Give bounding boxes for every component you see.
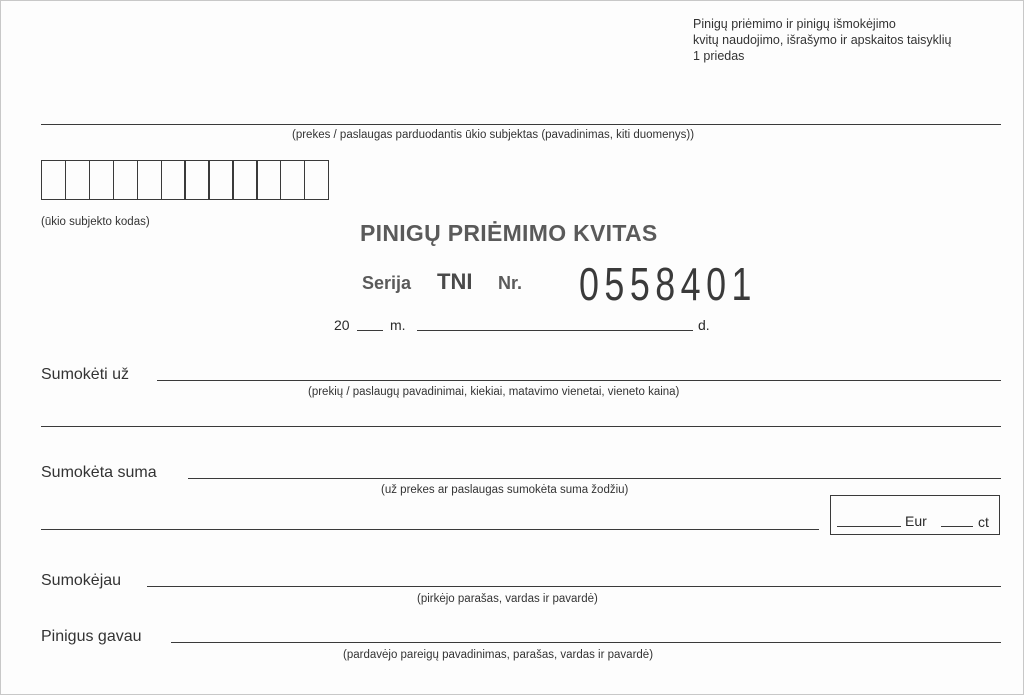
code-cell[interactable] (280, 160, 305, 200)
code-cell[interactable] (304, 160, 329, 200)
pay-for-field-extra[interactable] (41, 426, 1001, 427)
code-cell[interactable] (137, 160, 162, 200)
receiver-label: Pinigus gavau (41, 628, 142, 645)
annex-line-2: kvitų naudojimo, išrašymo ir apskaitos taisyklių (693, 33, 952, 47)
annex-note (693, 16, 951, 64)
cents-label: ct (978, 514, 989, 530)
euro-label: Eur (905, 513, 927, 529)
code-cell[interactable] (113, 160, 138, 200)
code-cell[interactable] (89, 160, 114, 200)
document-title: PINIGŲ PRIĖMIMO KVITAS (360, 220, 658, 246)
code-cell[interactable] (232, 160, 257, 200)
date-day-suffix: d. (698, 317, 710, 333)
annex-line-3: 1 priedas (693, 49, 745, 63)
payer-signature-field[interactable] (147, 586, 1001, 587)
receiver-caption: (pardavėjo pareigų pavadinimas, parašas, vardas ir pavardė) (343, 649, 654, 661)
date-year-suffix: m. (390, 317, 406, 333)
euro-field[interactable] (837, 526, 901, 527)
amount-words-field[interactable] (188, 478, 1001, 479)
date-month-day-field[interactable] (417, 330, 693, 331)
company-code-caption: (ūkio subjekto kodas) (41, 216, 150, 228)
amount-label: Sumokėta suma (41, 464, 157, 481)
code-cell[interactable] (208, 160, 233, 200)
pay-for-label: Sumokėti už (41, 366, 130, 383)
code-cell[interactable] (184, 160, 209, 200)
amount-words-field-extra[interactable] (41, 529, 819, 530)
receiver-signature-field[interactable] (171, 642, 1001, 643)
payer-label: Sumokėjau (41, 572, 122, 589)
series-code: TNI (437, 269, 473, 294)
payer-caption: (pirkėjo parašas, vardas ir pavardė) (417, 593, 598, 605)
amount-caption: (už prekes ar paslaugas sumokėta suma žodžiu) (381, 484, 629, 496)
code-cell[interactable] (41, 160, 66, 200)
number-label: Nr. (498, 273, 523, 293)
pay-for-caption: (prekių / paslaugų pavadinimai, kiekiai, matavimo vienetai, vieneto kaina) (308, 386, 680, 398)
date-year-prefix: 20 (334, 317, 350, 333)
code-cell[interactable] (161, 160, 186, 200)
annex-line-1: Pinigų priėmimo ir pinigų išmokėjimo (693, 17, 896, 31)
seller-caption: (prekes / paslaugas parduodantis ūkio subjektas (pavadinimas, kiti duomenys)) (292, 129, 695, 141)
code-cell[interactable] (256, 160, 281, 200)
receipt-number: 0558401 (579, 258, 757, 310)
company-code-boxes[interactable] (41, 160, 329, 200)
pay-for-field[interactable] (157, 380, 1001, 381)
cents-field[interactable] (941, 526, 973, 527)
series-label: Serija (362, 273, 412, 293)
amount-box (830, 495, 1000, 535)
date-year-field[interactable] (357, 330, 383, 331)
seller-line[interactable] (41, 124, 1001, 125)
code-cell[interactable] (65, 160, 90, 200)
